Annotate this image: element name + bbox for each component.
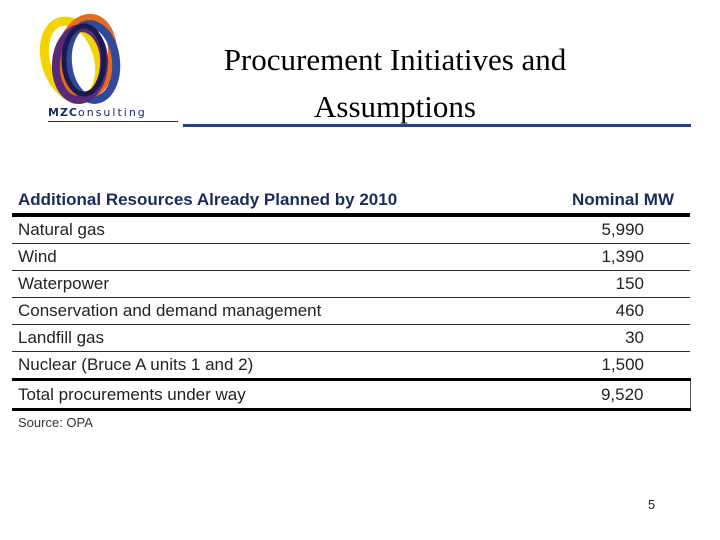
row-resource: Wind — [12, 244, 556, 271]
logo-rings-icon — [30, 10, 140, 106]
resources-table-container — [12, 186, 690, 430]
table-row — [12, 298, 690, 325]
row-resource: Nuclear (Bruce A units 1 and 2) — [12, 352, 556, 380]
resources-table — [12, 186, 691, 411]
row-mw: 150 — [556, 271, 690, 298]
table-row — [12, 244, 690, 271]
row-resource: Natural gas — [12, 215, 556, 244]
row-resource: Conservation and demand management — [12, 298, 556, 325]
row-mw: 460 — [556, 298, 690, 325]
company-logo — [18, 10, 168, 122]
row-resource: Landfill gas — [12, 325, 556, 352]
logo-wordmark: MZConsulting — [48, 106, 147, 119]
table-row — [12, 352, 690, 380]
table-row — [12, 325, 690, 352]
table-header-row — [12, 186, 690, 215]
total-row — [12, 380, 690, 410]
title-line-2: Assumptions — [314, 89, 476, 124]
total-mw: 9,520 — [556, 380, 690, 410]
table-row — [12, 215, 690, 244]
row-mw: 1,390 — [556, 244, 690, 271]
page-title — [170, 36, 620, 130]
row-mw: 30 — [556, 325, 690, 352]
row-mw: 1,500 — [556, 352, 690, 380]
row-resource: Waterpower — [12, 271, 556, 298]
title-divider — [183, 124, 691, 127]
row-mw: 5,990 — [556, 215, 690, 244]
page-number: 5 — [648, 497, 656, 512]
header-resources: Additional Resources Already Planned by 2010 — [12, 186, 556, 215]
source-note: Source: OPA — [18, 415, 93, 430]
header-nominal-mw: Nominal MW — [556, 186, 690, 215]
table-row — [12, 271, 690, 298]
total-label: Total procurements under way — [12, 380, 556, 410]
title-line-1: Procurement Initiatives and — [223, 42, 567, 77]
logo-underline — [48, 121, 178, 122]
